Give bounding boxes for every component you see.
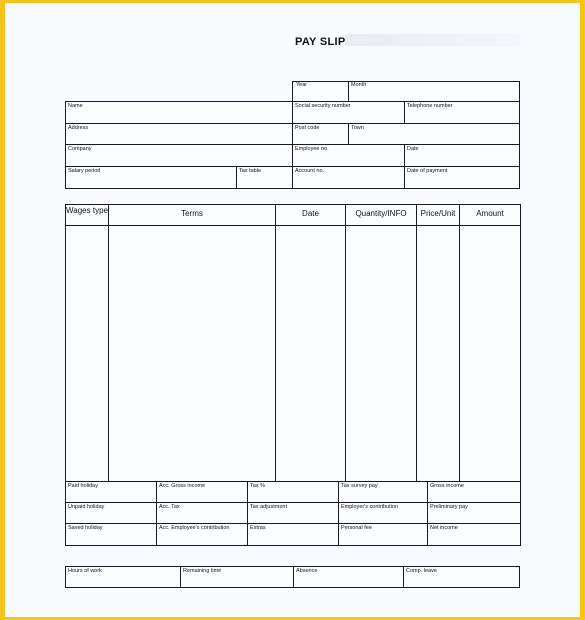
employee-no-label: Employee no.: [295, 146, 329, 152]
employers-contribution-label: Employer's contribution: [341, 504, 398, 510]
paid-holiday-label: Paid holiday: [68, 483, 98, 489]
salary-period-label: Salary period: [68, 168, 101, 174]
table-header-divider: [65, 225, 521, 226]
company-field[interactable]: [65, 144, 293, 167]
hours-of-work-label: Hours of work: [68, 568, 102, 574]
col-divider: [416, 204, 417, 482]
col-divider: [345, 204, 346, 482]
phone-label: Telephone number: [407, 103, 453, 109]
net-income-label: Net income: [430, 525, 458, 531]
company-label: Company: [68, 146, 92, 152]
name-label: Name: [68, 103, 83, 109]
address-label: Address: [68, 125, 89, 131]
account-no-label: Account no.: [295, 168, 325, 174]
preliminary-pay-label: Preliminary pay: [430, 504, 468, 510]
unpaid-holiday-label: Unpaid holiday: [68, 504, 105, 510]
col-divider: [459, 204, 460, 482]
absence-label: Absence: [296, 568, 318, 574]
extras-label: Extras: [250, 525, 266, 531]
tax-survey-pay-label: Tax survey pay: [341, 483, 378, 489]
date-label: Date: [407, 146, 419, 152]
col-header-date: Date: [302, 209, 319, 218]
tax-percent-label: Tax %: [250, 483, 265, 489]
title-underline: [345, 34, 520, 46]
date-of-payment-label: Date of payment: [407, 168, 448, 174]
name-field[interactable]: [65, 101, 293, 124]
saved-holiday-label: Saved holiday: [68, 525, 103, 531]
col-header-terms: Terms: [181, 209, 203, 218]
comp-leave-label: Comp. leave: [406, 568, 437, 574]
month-field[interactable]: [348, 81, 520, 102]
town-field[interactable]: [348, 123, 520, 145]
town-label: Town: [351, 125, 364, 131]
page-title: PAY SLIP: [295, 36, 346, 48]
col-header-quantity: Quantity/INFO: [355, 209, 407, 218]
acc-employees-contribution-label: Acc. Employee's contribution: [159, 525, 230, 531]
col-header-wages-type: Wages type: [66, 206, 108, 215]
tax-adjustment-label: Tax adjustment: [250, 504, 287, 510]
acc-gross-income-label: Acc. Gross income: [159, 483, 206, 489]
line-items-table: [65, 204, 521, 482]
tax-table-label: Tax table: [239, 168, 262, 174]
acc-tax-label: Acc. Tax: [159, 504, 180, 510]
personal-fee-label: Personal fee: [341, 525, 372, 531]
col-divider: [275, 204, 276, 482]
col-divider: [108, 204, 109, 482]
year-label: Year: [296, 82, 308, 88]
postcode-label: Post code: [295, 125, 320, 131]
date-field[interactable]: [404, 144, 520, 167]
month-label: Month: [351, 82, 367, 88]
address-field[interactable]: [65, 123, 293, 145]
col-header-price-unit: Price/Unit: [420, 209, 456, 218]
col-header-amount: Amount: [476, 209, 504, 218]
remaining-time-label: Remaining time: [183, 568, 222, 574]
gross-income-label: Gross income: [430, 483, 464, 489]
ssn-label: Social security number: [295, 103, 351, 109]
